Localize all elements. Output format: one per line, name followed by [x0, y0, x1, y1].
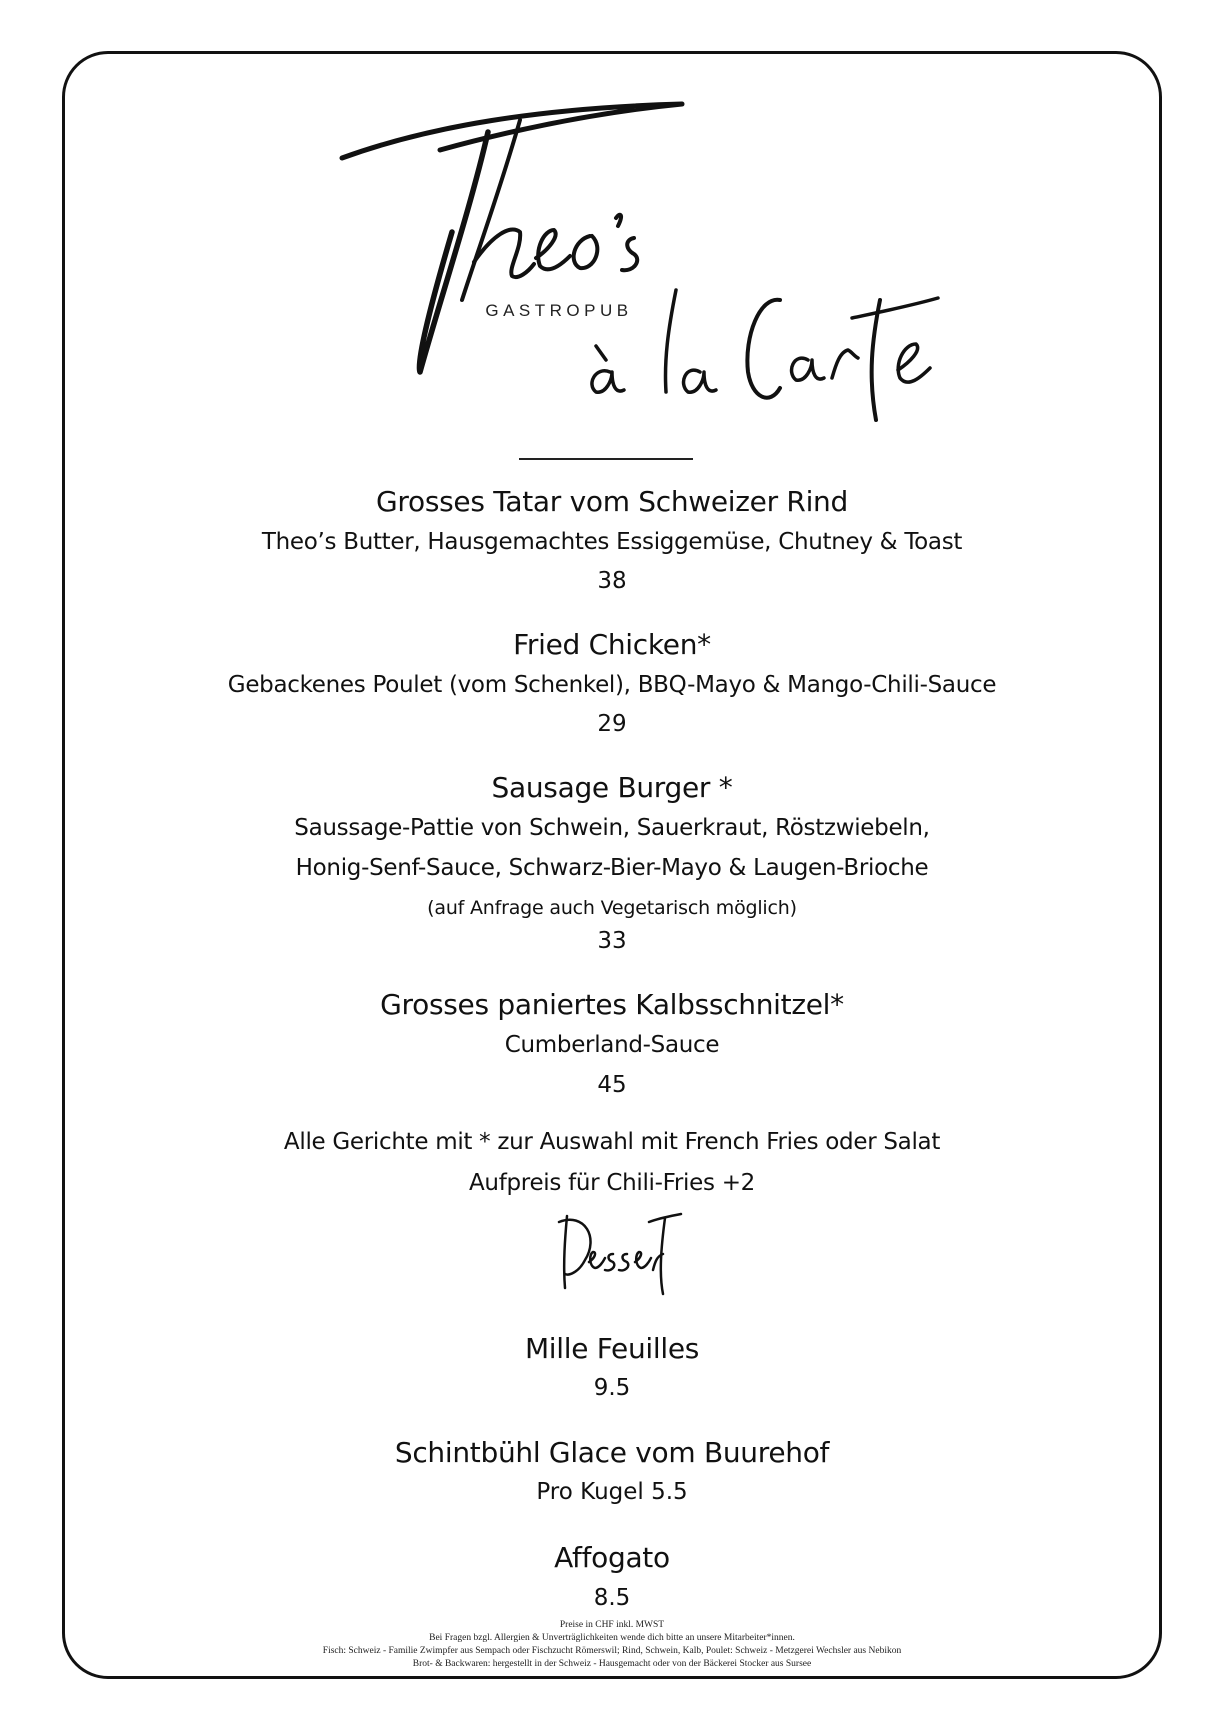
- dish-name: Fried Chicken*: [513, 628, 711, 661]
- logo-script: [0, 0, 1222, 460]
- footer-line: Fisch: Schweiz - Familie Zwimpfer aus Sempach oder Fischzucht Römerswil; Rind, Schwein, Kalb, Poulet: Schweiz - Metzgerei Wechsler aus Nebikon: [322, 1646, 902, 1656]
- dessert-price: 8.5: [593, 1585, 631, 1611]
- dish-name: Sausage Burger *: [491, 771, 733, 804]
- dessert-price: 9.5: [593, 1375, 631, 1401]
- logo: [0, 0, 1222, 460]
- sides-note: Aufpreis für Chili-Fries +2: [469, 1170, 755, 1196]
- footer-line: Bei Fragen bzgl. Allergien & Unverträglichkeiten wende dich bitte an unsere Mitarbeiter*innen.: [429, 1633, 795, 1643]
- dessert-price: Pro Kugel 5.5: [536, 1479, 688, 1505]
- dessert-heading: [555, 1208, 685, 1298]
- dish-name: Grosses Tatar vom Schweizer Rind: [376, 485, 848, 518]
- dish-description: Honig-Senf-Sauce, Schwarz-Bier-Mayo & Laugen-Brioche: [295, 855, 929, 881]
- dish-name: Grosses paniertes Kalbsschnitzel*: [380, 988, 844, 1021]
- dish-price: 29: [597, 711, 627, 737]
- dish-price: 38: [597, 568, 627, 594]
- dish-price: 45: [597, 1072, 627, 1098]
- dish-price: 33: [597, 928, 627, 954]
- dessert-name: Mille Feuilles: [524, 1332, 700, 1365]
- footer-line: Preise in CHF inkl. MWST: [559, 1620, 665, 1630]
- dish-description: Theo’s Butter, Hausgemachtes Essiggemüse, Chutney & Toast: [261, 529, 963, 555]
- dessert-name: Schintbühl Glace vom Buurehof: [394, 1436, 830, 1469]
- gastropub-subtitle: GASTROPUB: [485, 301, 633, 320]
- dish-description: Saussage-Pattie von Schwein, Sauerkraut, Röstzwiebeln,: [294, 815, 930, 841]
- dessert-name: Affogato: [554, 1541, 670, 1574]
- divider: [519, 458, 693, 460]
- dish-note: (auf Anfrage auch Vegetarisch möglich): [427, 897, 797, 919]
- sides-note: Alle Gerichte mit * zur Auswahl mit French Fries oder Salat: [283, 1129, 941, 1155]
- footer-line: Brot- & Backwaren: hergestellt in der Schweiz - Hausgemacht oder von der Bäckerei Stocker aus Sursee: [412, 1659, 812, 1669]
- dish-description: Cumberland-Sauce: [504, 1032, 720, 1058]
- dessert-heading-text: Dessert: [555, 1208, 559, 1209]
- dish-description: Gebackenes Poulet (vom Schenkel), BBQ-Mayo & Mango-Chili-Sauce: [227, 672, 997, 698]
